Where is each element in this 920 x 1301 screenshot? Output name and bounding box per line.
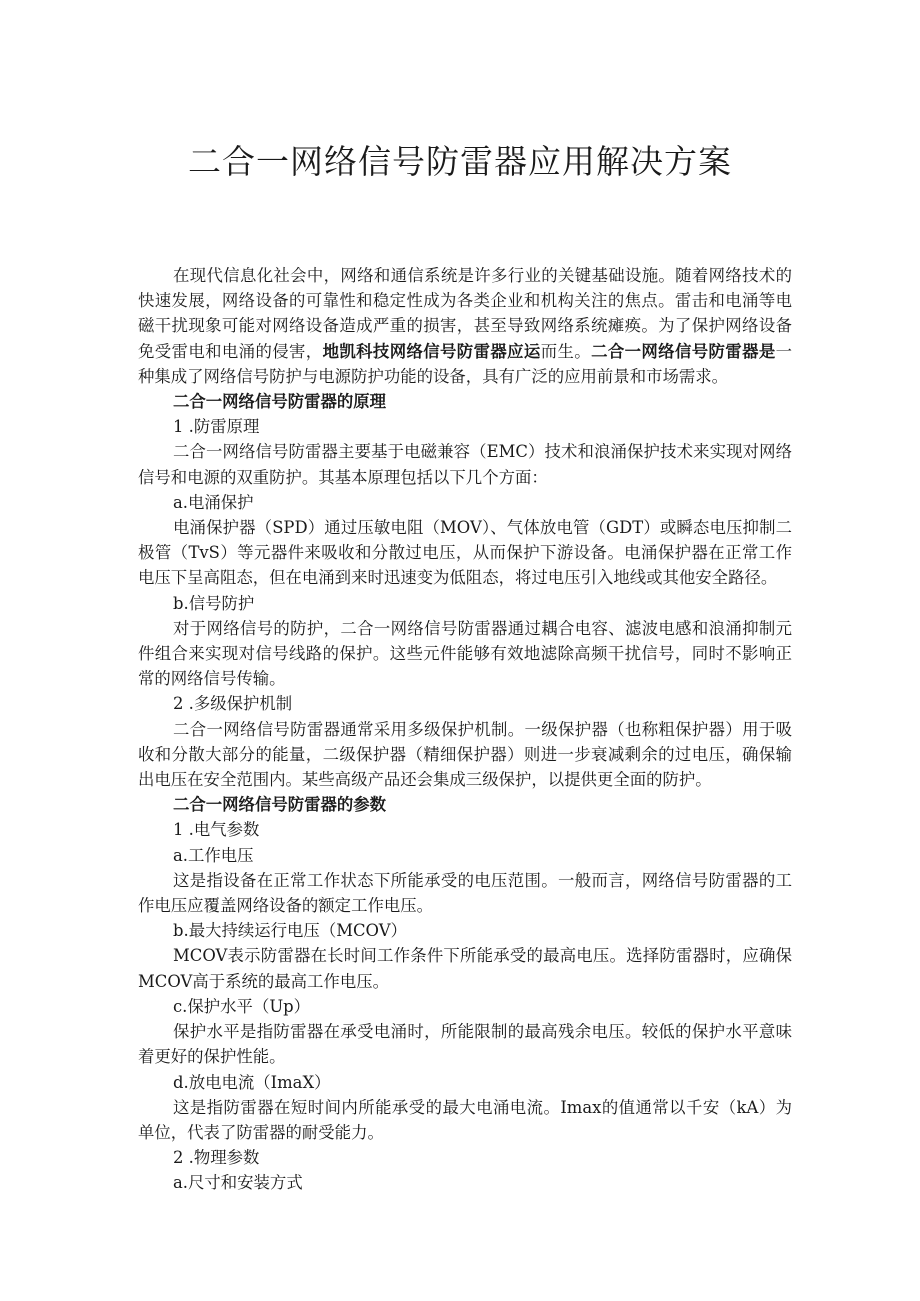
section2-b-title: b.最大持续运行电压（MCOV） <box>173 921 407 941</box>
section1-heading: 二合一网络信号防雷器的原理 <box>173 392 387 412</box>
section1-b-text: 对于网络信号的防护，二合一网络信号防雷器通过耦合电容、滤波电感和浪涌抑制元件组合来实现对信号线路的保护。这些元件能够有效地滤除高频干扰信号，同时不影响正常的网络信号传输。 <box>138 618 792 689</box>
section2-a-title: a.工作电压 <box>173 845 254 865</box>
section2-c-title: c.保护水平（Up） <box>173 996 311 1016</box>
document-title: 二合一网络信号防雷器应用解决方案 <box>188 142 732 181</box>
section2-sub2-title: 2 .物理参数 <box>173 1148 260 1168</box>
section1-sub1-text: 二合一网络信号防雷器主要基于电磁兼容（EMC）技术和浪涌保护技术来实现对网络信号和电源的双重防护。其基本原理包括以下几个方面： <box>138 442 792 487</box>
document-body <box>138 263 792 1196</box>
intro-text-1: 在现代信息化社会中，网络和通信系统是许多行业的关键基础设施。随着网络技术的快速发展，网络设备的可靠性和稳定性成为各类企业和机构关注的焦点。雷击和电涌等电磁干扰现象可能对网络设备造成严重的损害，甚至导致网络系统瘫痪。为了保护网络设备免受雷电和电涌的侵害， <box>138 266 792 361</box>
section1-a-title: a.电涌保护 <box>173 492 254 512</box>
intro-text-2: 而生。 <box>540 341 592 361</box>
section1-sub2-text: 二合一网络信号防雷器通常采用多级保护机制。一级保护器（也称粗保护器）用于吸收和分散大部分的能量，二级保护器（精细保护器）则进一步衰减剩余的过电压，确保输出电压在安全范围内。某些高级产品还会集成三级保护，以提供更全面的防护。 <box>138 719 792 790</box>
intro-bold-1: 地凯科技网络信号防雷器应运 <box>322 341 541 361</box>
section1-sub1-title: 1 .防雷原理 <box>173 417 260 437</box>
section2-a-text: 这是指设备在正常工作状态下所能承受的电压范围。一般而言，网络信号防雷器的工作电压应覆盖网络设备的额定工作电压。 <box>138 870 792 916</box>
section2-b-text: MCOV表示防雷器在长时间工作条件下所能承受的最高电压。选择防雷器时，应确保MCOV高于系统的最高工作电压。 <box>138 946 792 991</box>
section1-sub2-title: 2 .多级保护机制 <box>173 694 293 714</box>
section1-a-text: 电涌保护器（SPD）通过压敏电阻（MOV）、气体放电管（GDT）或瞬态电压抑制二极管（TvS）等元器件来吸收和分散过电压，从而保护下游设备。电涌保护器在正常工作电压下呈高阻态，但在电涌到来时迅速变为低阻态，将过电压引入地线或其他安全路径。 <box>138 518 792 588</box>
section1-b-title: b.信号防护 <box>173 593 255 613</box>
section2-c-text: 保护水平是指防雷器在承受电涌时，所能限制的最高残余电压。较低的保护水平意味着更好的保护性能。 <box>138 1022 792 1067</box>
intro-text-3: 一种集成了网络信号防护与电源防护功能的设备，具有广泛的应用前景和市场需求。 <box>138 341 793 386</box>
section2-sub1-title: 1 .电气参数 <box>173 820 260 840</box>
section2-d-text: 这是指防雷器在短时间内所能承受的最大电涌电流。Imax的值通常以千安（kA）为单位，代表了防雷器的耐受能力。 <box>138 1097 792 1142</box>
section2-sub2-a-title: a.尺寸和安装方式 <box>173 1173 303 1193</box>
intro-bold-2: 二合一网络信号防雷器是 <box>591 341 776 361</box>
intro-paragraph <box>138 263 792 389</box>
section2-d-title: d.放电电流（ImaX） <box>173 1072 331 1092</box>
section2-heading: 二合一网络信号防雷器的参数 <box>173 795 387 815</box>
